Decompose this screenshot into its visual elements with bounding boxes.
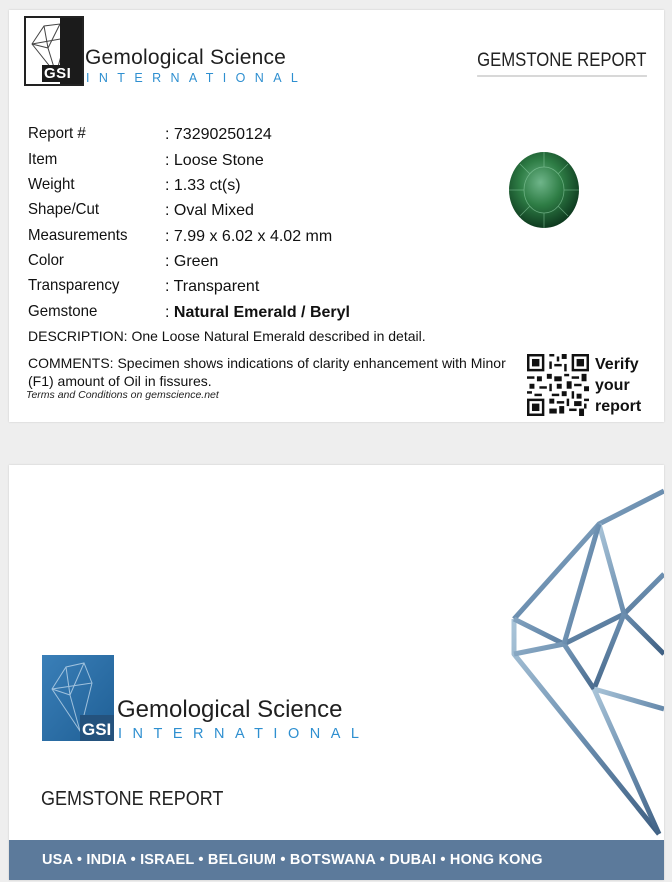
field-label: Item: [28, 151, 58, 168]
field-label: Report #: [28, 125, 86, 142]
field-value: : Loose Stone: [165, 152, 264, 169]
logo-text: GSI: [44, 65, 72, 82]
field-value: : Green: [165, 253, 219, 270]
report-card-front: [9, 10, 664, 422]
footer-bar: [9, 840, 664, 880]
field-value: : 1.33 ct(s): [165, 177, 241, 194]
report-title: GEMSTONE REPORT: [41, 788, 224, 810]
gsi-logo: [24, 16, 84, 86]
brand-name: Gemological Science: [85, 46, 287, 69]
field-label: Weight: [28, 176, 75, 193]
field-value: : Oval Mixed: [165, 202, 254, 219]
footer-locations: USA • INDIA • ISRAEL • BELGIUM • BOTSWANA • DUBAI • HONG KONG: [42, 852, 543, 868]
report-title: GEMSTONE REPORT: [477, 50, 646, 77]
brand-subtitle: INTERNATIONAL: [86, 71, 308, 85]
diamond-wireframe-graphic: [504, 479, 664, 839]
verify-report-link[interactable]: Verify your report: [595, 356, 642, 415]
logo-text: GSI: [82, 720, 112, 739]
description: DESCRIPTION: One Loose Natural Emerald described in detail.: [28, 328, 426, 344]
field-label: Gemstone: [28, 303, 98, 320]
gsi-logo-blue: [42, 655, 114, 741]
field-value: : Natural Emerald / Beryl: [165, 304, 350, 321]
field-label: Measurements: [28, 227, 128, 244]
report-card-back: [9, 465, 664, 880]
qr-code[interactable]: [527, 354, 589, 416]
brand-subtitle: INTERNATIONAL: [118, 726, 370, 742]
field-value: : Transparent: [165, 278, 260, 295]
field-value: : 73290250124: [165, 126, 272, 143]
terms-link[interactable]: Terms and Conditions on gemscience.net: [26, 389, 219, 401]
field-value: : 7.99 x 6.02 x 4.02 mm: [165, 228, 333, 245]
field-label: Color: [28, 252, 64, 269]
field-label: Shape/Cut: [28, 201, 100, 218]
brand-name: Gemological Science: [117, 696, 343, 723]
field-label: Transparency: [28, 277, 120, 294]
comments: COMMENTS: Specimen shows indications of clarity enhancement with Minor (F1) amount of Oil in fissures.: [28, 355, 506, 389]
emerald-gem-image: [506, 150, 584, 230]
